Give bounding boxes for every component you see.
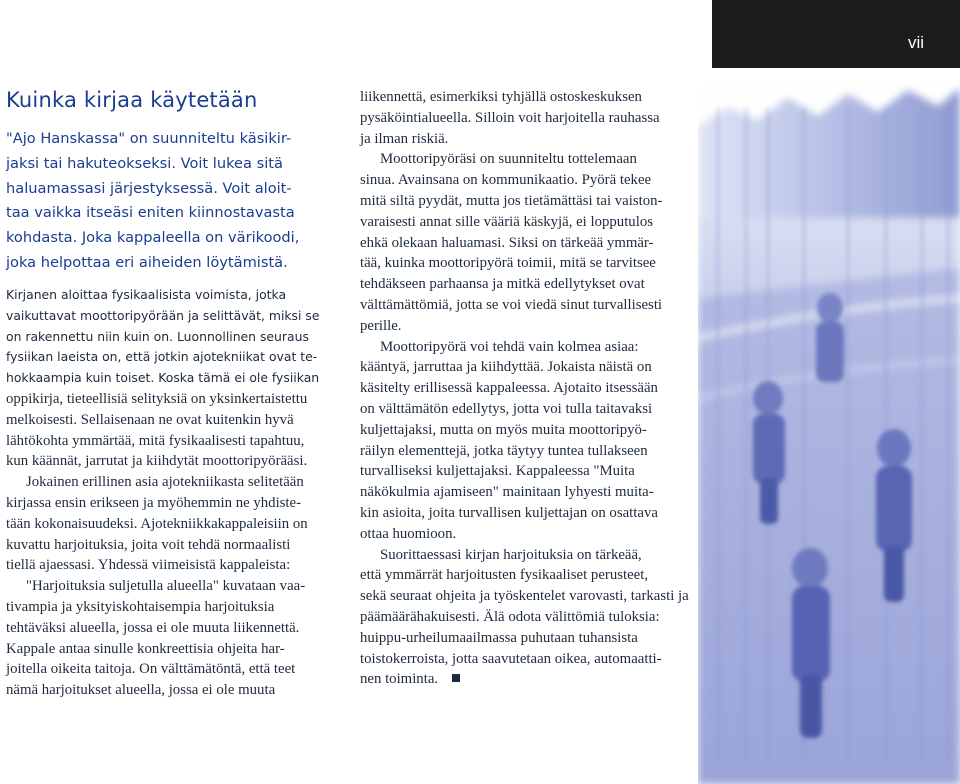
page-number: vii: [907, 33, 924, 52]
section-heading: Kuinka kirjaa käytetään: [6, 88, 258, 112]
body-line: välttämättömiä, jotta se voi viedä sinut turvallisesti: [360, 296, 663, 313]
right-column-text: [360, 87, 690, 690]
body-line: näkökulmia ajamiseen" mainitaan lyhyesti muita-: [360, 484, 654, 501]
lead-line: vaikuttavat moottoripyörään ja selittävät, miksi se: [6, 307, 320, 323]
body-line: kun käännät, jarrutat ja kiihdytät moottoripyörääsi.: [6, 453, 308, 470]
body-line: melkoisesti. Sellaisenaan ne ovat kuitenkin hyvä: [6, 411, 294, 428]
body-line: Moottoripyörä voi tehdä vain kolmea asiaa:: [380, 338, 639, 355]
body-line: joitella oikeita taitoja. On välttämätöntä, että teet: [6, 661, 296, 678]
body-line: ehkä olekaan haluamasi. Siksi on tärkeää ymmär-: [360, 234, 654, 251]
body-line: toistokerroista, jotta saavutetaan oikea, automaatti-: [360, 650, 662, 667]
body-line: käsitelty erillisessä kappaleessa. Ajotaito itsessään: [360, 380, 658, 397]
intro-line: joka helpottaa eri aiheiden löytämistä.: [6, 253, 288, 271]
body-line: päämäärähakuisesti. Älä odota välittömiä tuloksia:: [360, 608, 660, 625]
motorcyclists-photo-art: [698, 68, 960, 784]
body-line: kuvattu harjoituksia, joita voit tehdä normaalisti: [6, 536, 291, 553]
body-line: varaisesti annat sille vääriä käskyjä, ei lopputulos: [360, 213, 653, 230]
body-line: oppikirja, tieteellisiä selityksiä on yksinkertaistettu: [6, 391, 308, 407]
body-line: tää, kuinka moottoripyörä toimii, mitä se tarvitsee: [360, 255, 656, 272]
intro-line: kohdasta. Joka kappaleella on värikoodi,: [6, 229, 300, 247]
body-line: Moottoripyöräsi on suunniteltu tottelemaan: [380, 151, 637, 168]
body-line: nämä harjoitukset alueella, jossa ei ole muuta: [6, 682, 276, 699]
body-line: "Harjoituksia suljetulla alueella" kuvataan vaa-: [26, 578, 306, 595]
lead-line: on rakennettu niin kuin on. Luonnollinen seuraus: [6, 328, 309, 344]
body-line: kirjassa ensin erikseen ja myöhemmin ne yhdiste-: [6, 494, 302, 511]
body-line: tivampia ja yksityiskohtaisempia harjoituksia: [6, 598, 275, 615]
lead-line: fysiikan laeista on, että jotkin ajotekniikat ovat te-: [6, 349, 318, 365]
body-line: Jokainen erillinen asia ajotekniikasta selitetään: [26, 474, 304, 491]
intro-line: "Ajo Hanskassa" on suunniteltu käsikir-: [6, 130, 292, 147]
body-line: Suorittaessasi kirjan harjoituksia on tärkeää,: [380, 546, 642, 563]
body-line: tiellä ajaessasi. Yhdessä viimeisistä kappaleista:: [6, 557, 291, 574]
body-line: tehtäväksi alueella, jossa ei ole muuta liikennettä.: [6, 619, 300, 636]
body-line-last: [360, 669, 690, 690]
lead-line: hokkaampia kuin toiset. Koska tämä ei ole fysiikan: [6, 370, 320, 386]
body-line-text: nen toiminta.: [360, 671, 439, 688]
body-line: tehdäkseen parhaansa ja mitkä edellytykset ovat: [360, 276, 645, 293]
lead-paragraph: [6, 285, 336, 389]
page-number-tab: [712, 0, 960, 68]
intro-line: taa vaikka itseäsi eniten kiinnostavasta: [6, 204, 295, 222]
body-line: Kappale antaa sinulle konkreettisia ohjeita har-: [6, 640, 285, 657]
body-line: tään kokonaisuudeksi. Ajotekniikkakappaleisiin on: [6, 515, 308, 532]
body-line: perille.: [360, 317, 402, 334]
body-line: ottaa huomioon.: [360, 525, 457, 542]
body-line: räilyn elementtejä, jotka täytyy tuntea tullakseen: [360, 442, 648, 459]
motorcyclists-photo: [698, 68, 960, 784]
intro-line: jaksi tai hakuteokseksi. Voit lukea sitä: [6, 154, 283, 172]
body-line: on välttämätön edellytys, jotta voi tulla taitavaksi: [360, 400, 653, 417]
body-line: lähtökohta ymmärtää, mitä fysikaalisesti tapahtuu,: [6, 432, 305, 449]
body-line: mitä siltä pyydät, mutta jos tietämättäsi tai vaiston-: [360, 192, 663, 209]
body-line: että ymmärrät harjoitusten fysikaaliset perusteet,: [360, 567, 649, 584]
end-of-article-mark: [452, 674, 460, 682]
body-line: kuljettajaksi, mutta on myös muita moottoripyö-: [360, 421, 647, 438]
body-line: kääntyä, jarruttaa ja kiihdyttää. Jokaista näistä on: [360, 359, 652, 376]
body-line: pysäköintialueella. Silloin voit harjoitella rauhassa: [360, 109, 660, 126]
body-line: sekä seuraat ohjeita ja työskentelet varovasti, tarkasti ja: [360, 588, 689, 605]
body-line: huippu-urheilumaailmassa puhutaan tuhansista: [360, 629, 638, 646]
left-column-text: [6, 389, 336, 701]
body-line: sinua. Avainsana on kommunikaatio. Pyörä tekee: [360, 172, 652, 189]
body-line: liikennettä, esimerkiksi tyhjällä ostoskeskuksen: [360, 89, 642, 105]
lead-line: Kirjanen aloittaa fysikaalisista voimista, jotka: [6, 287, 287, 302]
intro-paragraph: [6, 127, 332, 276]
body-line: turvalliseksi kuljettajaksi. Kappaleessa "Muita: [360, 463, 635, 480]
intro-line: haluamassasi järjestyksessä. Voit aloit-: [6, 179, 292, 197]
body-line: ja ilman riskiä.: [360, 130, 449, 147]
body-line: kin asioita, joita turvallisen kuljettajan on osattava: [360, 504, 658, 521]
